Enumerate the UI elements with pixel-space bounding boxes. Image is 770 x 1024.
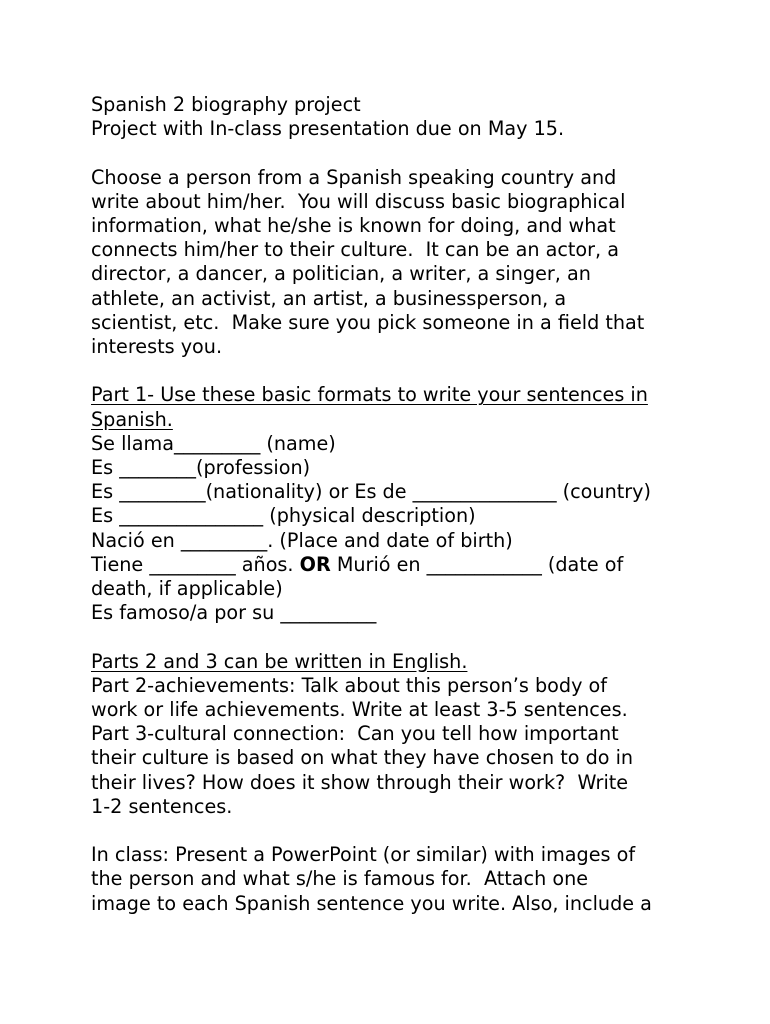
es-physical-line: Es _______________ (physical description) [91, 504, 476, 528]
paragraph-gap [91, 819, 741, 843]
part1-heading-cont [91, 408, 741, 432]
intro-line: interests you. [91, 335, 223, 359]
intro-line: connects him/her to their culture. It can be an actor, a [91, 238, 620, 262]
intro-line: write about him/her. You will discuss basic biographical [91, 189, 626, 213]
parts23-line: Part 3-cultural connection: Can you tell how important [91, 722, 619, 746]
nacio-line: Nació en _________. (Place and date of birth) [91, 528, 513, 552]
or-bold-text: OR [299, 552, 331, 576]
document-title: Spanish 2 biography project [91, 93, 361, 116]
parts23-line: their lives? How does it show through their work? Write [91, 770, 629, 794]
paragraph-gap [91, 359, 741, 383]
intro-line: Choose a person from a Spanish speaking country and [91, 165, 617, 189]
parts23-heading-line [91, 650, 741, 674]
document-page [91, 93, 741, 916]
parts23-section [91, 650, 741, 819]
intro-line: scientist, etc. Make sure you pick someone in a field that [91, 310, 645, 334]
parts23-heading: Parts 2 and 3 can be written in English. [91, 649, 468, 673]
es-profession-line: Es ________(profession) [91, 456, 311, 480]
murio-text: Murió en ____________ (date of [330, 552, 624, 576]
part1-section [91, 383, 741, 625]
intro-line: director, a dancer, a politician, a writer, a singer, an [91, 262, 591, 286]
in-class-line: the person and what s/he is famous for. Attach one [91, 867, 589, 891]
due-date-line: Project with In-class presentation due on May 15. [91, 117, 565, 141]
se-llama-line: Se llama_________ (name) [91, 431, 336, 455]
tiene-line [91, 553, 741, 577]
parts23-line: their culture is based on what they have chosen to do in [91, 746, 634, 770]
es-nationality-line: Es _________(nationality) or Es de _______________ (country) [91, 480, 651, 504]
parts23-line: Part 2-achievements: Talk about this person’s body of [91, 673, 608, 697]
intro-line: athlete, an activist, an artist, a businessperson, a [91, 286, 567, 310]
parts23-line: 1-2 sentences. [91, 794, 233, 818]
famoso-line: Es famoso/a por su __________ [91, 601, 377, 625]
part1-heading: Part 1- Use these basic formats to write your sentences in [91, 383, 648, 407]
intro-line: information, what he/she is known for doing, and what [91, 214, 616, 237]
paragraph-gap [91, 141, 741, 165]
paragraph-gap [91, 625, 741, 649]
in-class-section [91, 843, 741, 916]
part1-heading-spanish: Spanish. [91, 407, 173, 431]
in-class-line: image to each Spanish sentence you write. Also, include a [91, 891, 652, 915]
intro-paragraph [91, 166, 741, 360]
death-cont-line: death, if applicable) [91, 577, 283, 601]
tiene-text: Tiene _________ años. [91, 552, 300, 576]
parts23-line: work or life achievements. Write at least 3-5 sentences. [91, 698, 628, 722]
in-class-line: In class: Present a PowerPoint (or similar) with images of [91, 843, 636, 867]
